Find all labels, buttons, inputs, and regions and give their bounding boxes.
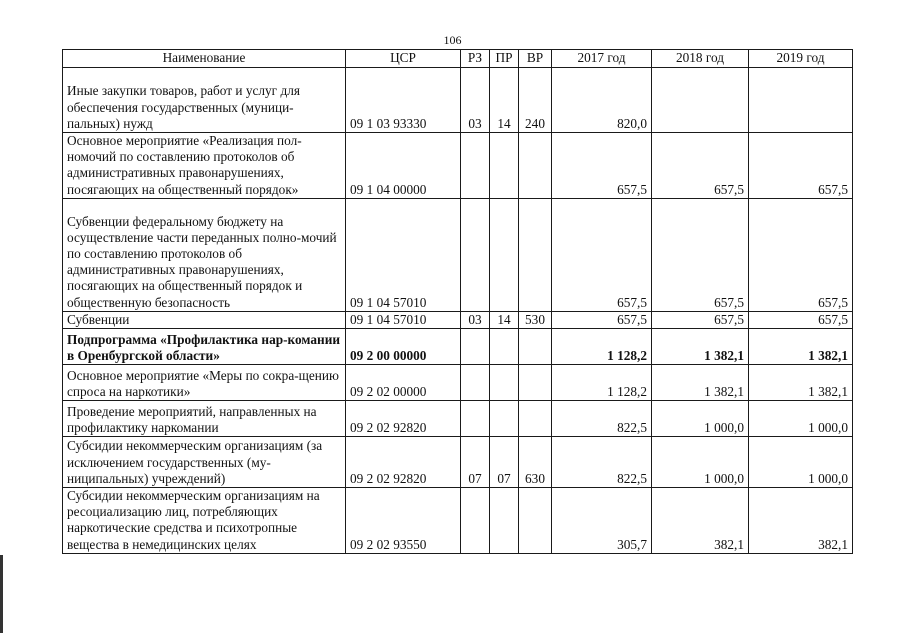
page-number: 106 (443, 33, 462, 47)
cell-rz (461, 329, 490, 365)
header-2019: 2019 год (749, 50, 853, 68)
cell-vr: 240 (519, 68, 552, 133)
cell-pr: 07 (490, 437, 519, 488)
cell-csr: 09 2 02 92820 (346, 437, 461, 488)
cell-2017: 1 128,2 (552, 329, 652, 365)
cell-2018: 1 000,0 (652, 401, 749, 437)
cell-2018: 1 382,1 (652, 365, 749, 401)
table-row (63, 68, 853, 133)
cell-rz: 03 (461, 68, 490, 133)
cell-rz: 03 (461, 311, 490, 328)
cell-2017: 657,5 (552, 311, 652, 328)
cell-pr (490, 329, 519, 365)
cell-2019: 657,5 (749, 198, 853, 311)
cell-2019: 1 000,0 (749, 437, 853, 488)
table-row (63, 198, 853, 311)
table-row (63, 401, 853, 437)
cell-pr: 14 (490, 68, 519, 133)
cell-rz (461, 133, 490, 199)
header-rz: РЗ (461, 50, 490, 68)
table-body (63, 68, 853, 554)
cell-pr: 14 (490, 311, 519, 328)
cell-2017: 822,5 (552, 437, 652, 488)
cell-vr (519, 401, 552, 437)
cell-2017: 657,5 (552, 198, 652, 311)
cell-rz (461, 198, 490, 311)
table-row (63, 133, 853, 199)
cell-2019: 382,1 (749, 488, 853, 554)
cell-csr: 09 1 04 57010 (346, 311, 461, 328)
margin-scan-mark (0, 555, 3, 633)
header-2017: 2017 год (552, 50, 652, 68)
cell-csr: 09 1 04 57010 (346, 198, 461, 311)
table-row (63, 488, 853, 554)
cell-2019: 657,5 (749, 311, 853, 328)
cell-pr (490, 198, 519, 311)
header-pr: ПР (490, 50, 519, 68)
table-row (63, 329, 853, 365)
cell-csr: 09 2 02 93550 (346, 488, 461, 554)
cell-2018: 1 000,0 (652, 437, 749, 488)
cell-2019 (749, 68, 853, 133)
cell-name: Субвенции (63, 311, 346, 328)
budget-table (62, 49, 853, 554)
table-row (63, 437, 853, 488)
cell-vr (519, 198, 552, 311)
cell-vr (519, 133, 552, 199)
cell-2019: 1 382,1 (749, 365, 853, 401)
cell-csr: 09 2 02 00000 (346, 365, 461, 401)
cell-name: Проведение мероприятий, направленных на профилактику наркомании (63, 401, 346, 437)
cell-name: Основное мероприятие «Меры по сокра-щению спроса на наркотики» (63, 365, 346, 401)
cell-name: Подпрограмма «Профилактика нар-комании в Оренбургской области» (63, 329, 346, 365)
cell-rz (461, 365, 490, 401)
cell-2017: 820,0 (552, 68, 652, 133)
cell-csr: 09 2 02 92820 (346, 401, 461, 437)
header-csr: ЦСР (346, 50, 461, 68)
cell-pr (490, 401, 519, 437)
cell-name: Субвенции федеральному бюджету на осуществление части переданных полно-мочий по составлению протоколов об административных правонарушениях, посягающих на общественный порядок и общественную безопасность (63, 198, 346, 311)
cell-2019: 1 382,1 (749, 329, 853, 365)
cell-name: Основное мероприятие «Реализация пол-номочий по составлению протоколов об административных правонарушениях, посягающих на общественный порядок» (63, 133, 346, 199)
cell-csr: 09 1 03 93330 (346, 68, 461, 133)
cell-vr (519, 488, 552, 554)
cell-2018: 1 382,1 (652, 329, 749, 365)
cell-2019: 657,5 (749, 133, 853, 199)
cell-csr: 09 1 04 00000 (346, 133, 461, 199)
table-row (63, 365, 853, 401)
cell-2018: 657,5 (652, 198, 749, 311)
header-vr: ВР (519, 50, 552, 68)
cell-rz (461, 488, 490, 554)
cell-2017: 657,5 (552, 133, 652, 199)
cell-2017: 305,7 (552, 488, 652, 554)
cell-pr (490, 365, 519, 401)
cell-name: Субсидии некоммерческим организациям (за исключением государственных (му-ниципальных) учреждений) (63, 437, 346, 488)
cell-2019: 1 000,0 (749, 401, 853, 437)
cell-vr (519, 365, 552, 401)
header-name: Наименование (63, 50, 346, 68)
cell-vr (519, 329, 552, 365)
cell-2017: 1 128,2 (552, 365, 652, 401)
cell-2018 (652, 68, 749, 133)
cell-rz (461, 401, 490, 437)
cell-name: Иные закупки товаров, работ и услуг для обеспечения государственных (муници-пальных) нужд (63, 68, 346, 133)
cell-pr (490, 488, 519, 554)
table-row (63, 311, 853, 328)
cell-name: Субсидии некоммерческим организациям на ресоциализацию лиц, потребляющих наркотические средства и психотропные вещества в немедицинских целях (63, 488, 346, 554)
table-header-row (63, 50, 853, 68)
cell-csr: 09 2 00 00000 (346, 329, 461, 365)
header-2018: 2018 год (652, 50, 749, 68)
cell-rz: 07 (461, 437, 490, 488)
cell-2018: 657,5 (652, 133, 749, 199)
cell-2018: 382,1 (652, 488, 749, 554)
cell-2017: 822,5 (552, 401, 652, 437)
cell-2018: 657,5 (652, 311, 749, 328)
cell-vr: 630 (519, 437, 552, 488)
cell-pr (490, 133, 519, 199)
cell-vr: 530 (519, 311, 552, 328)
